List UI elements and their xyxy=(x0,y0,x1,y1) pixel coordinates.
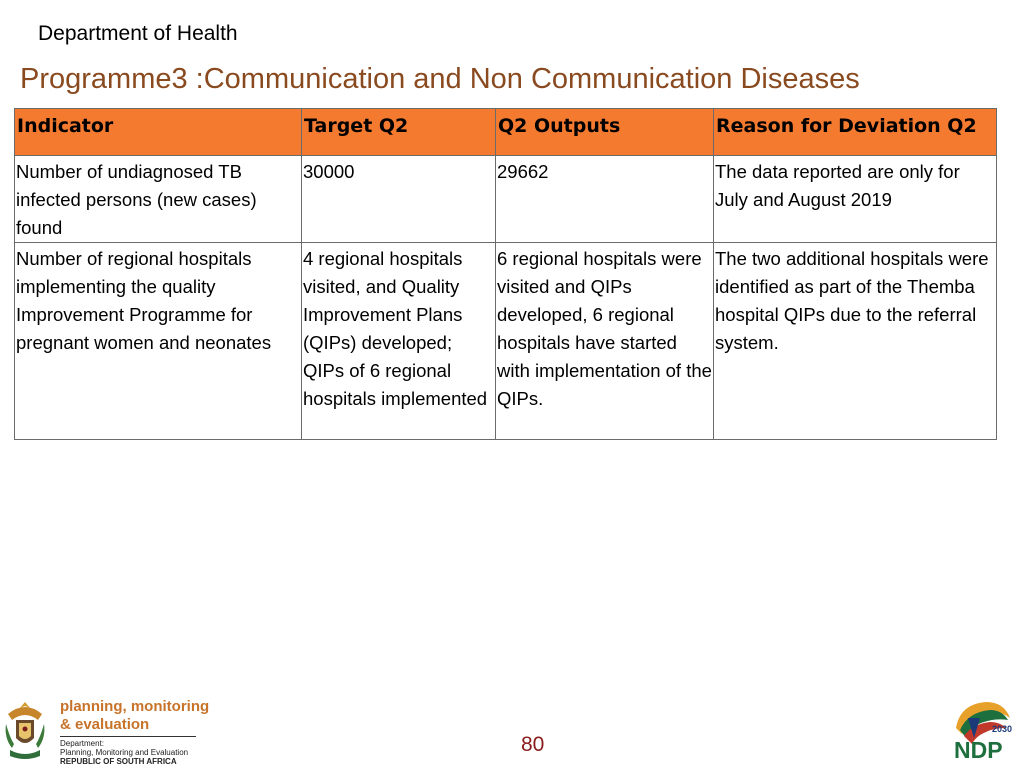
ndp-2030-logo-icon xyxy=(946,698,1014,762)
table-row xyxy=(15,156,997,243)
coat-of-arms-icon xyxy=(2,698,48,764)
table-cell: 30000 xyxy=(302,156,496,243)
pme-department-label: Department: xyxy=(60,739,105,748)
indicator-table xyxy=(14,108,997,440)
table-cell: 6 regional hospitals were visited and QIPs developed, 6 regional hospitals have started with implementation of the QIPs. xyxy=(496,243,714,440)
pme-country: REPUBLIC OF SOUTH AFRICA xyxy=(60,757,177,766)
ndp-year: 2030 xyxy=(992,724,1013,734)
table-cell: Number of regional hospitals implementing the quality Improvement Programme for pregnant women and neonates xyxy=(15,243,302,440)
department-name: Department of Health xyxy=(38,22,238,45)
page-number: 80 xyxy=(521,733,545,756)
column-header-target: Target Q2 xyxy=(302,109,496,156)
column-header-indicator: Indicator xyxy=(15,109,302,156)
table-row xyxy=(15,243,997,440)
pme-line-1: planning, monitoring xyxy=(60,698,210,715)
page-title: Programme3 :Communication and Non Communication Diseases xyxy=(20,63,860,95)
ndp-text: NDP xyxy=(954,737,1003,762)
pme-branding xyxy=(60,698,209,766)
pme-department-name: Planning, Monitoring and Evaluation xyxy=(60,748,189,757)
column-header-reason: Reason for Deviation Q2 xyxy=(714,109,997,156)
pme-line-2: & evaluation xyxy=(60,716,150,733)
pme-divider xyxy=(60,736,196,737)
table-cell: Number of undiagnosed TB infected persons (new cases) found xyxy=(15,156,302,243)
table-cell: 29662 xyxy=(496,156,714,243)
table-cell: The data reported are only for July and August 2019 xyxy=(714,156,997,243)
table-cell: The two additional hospitals were identified as part of the Themba hospital QIPs due to the referral system. xyxy=(714,243,997,440)
table-cell: 4 regional hospitals visited, and Quality Improvement Plans (QIPs) developed; QIPs of 6 regional hospitals implemented xyxy=(302,243,496,440)
table-header-row xyxy=(15,109,997,156)
column-header-outputs: Q2 Outputs xyxy=(496,109,714,156)
